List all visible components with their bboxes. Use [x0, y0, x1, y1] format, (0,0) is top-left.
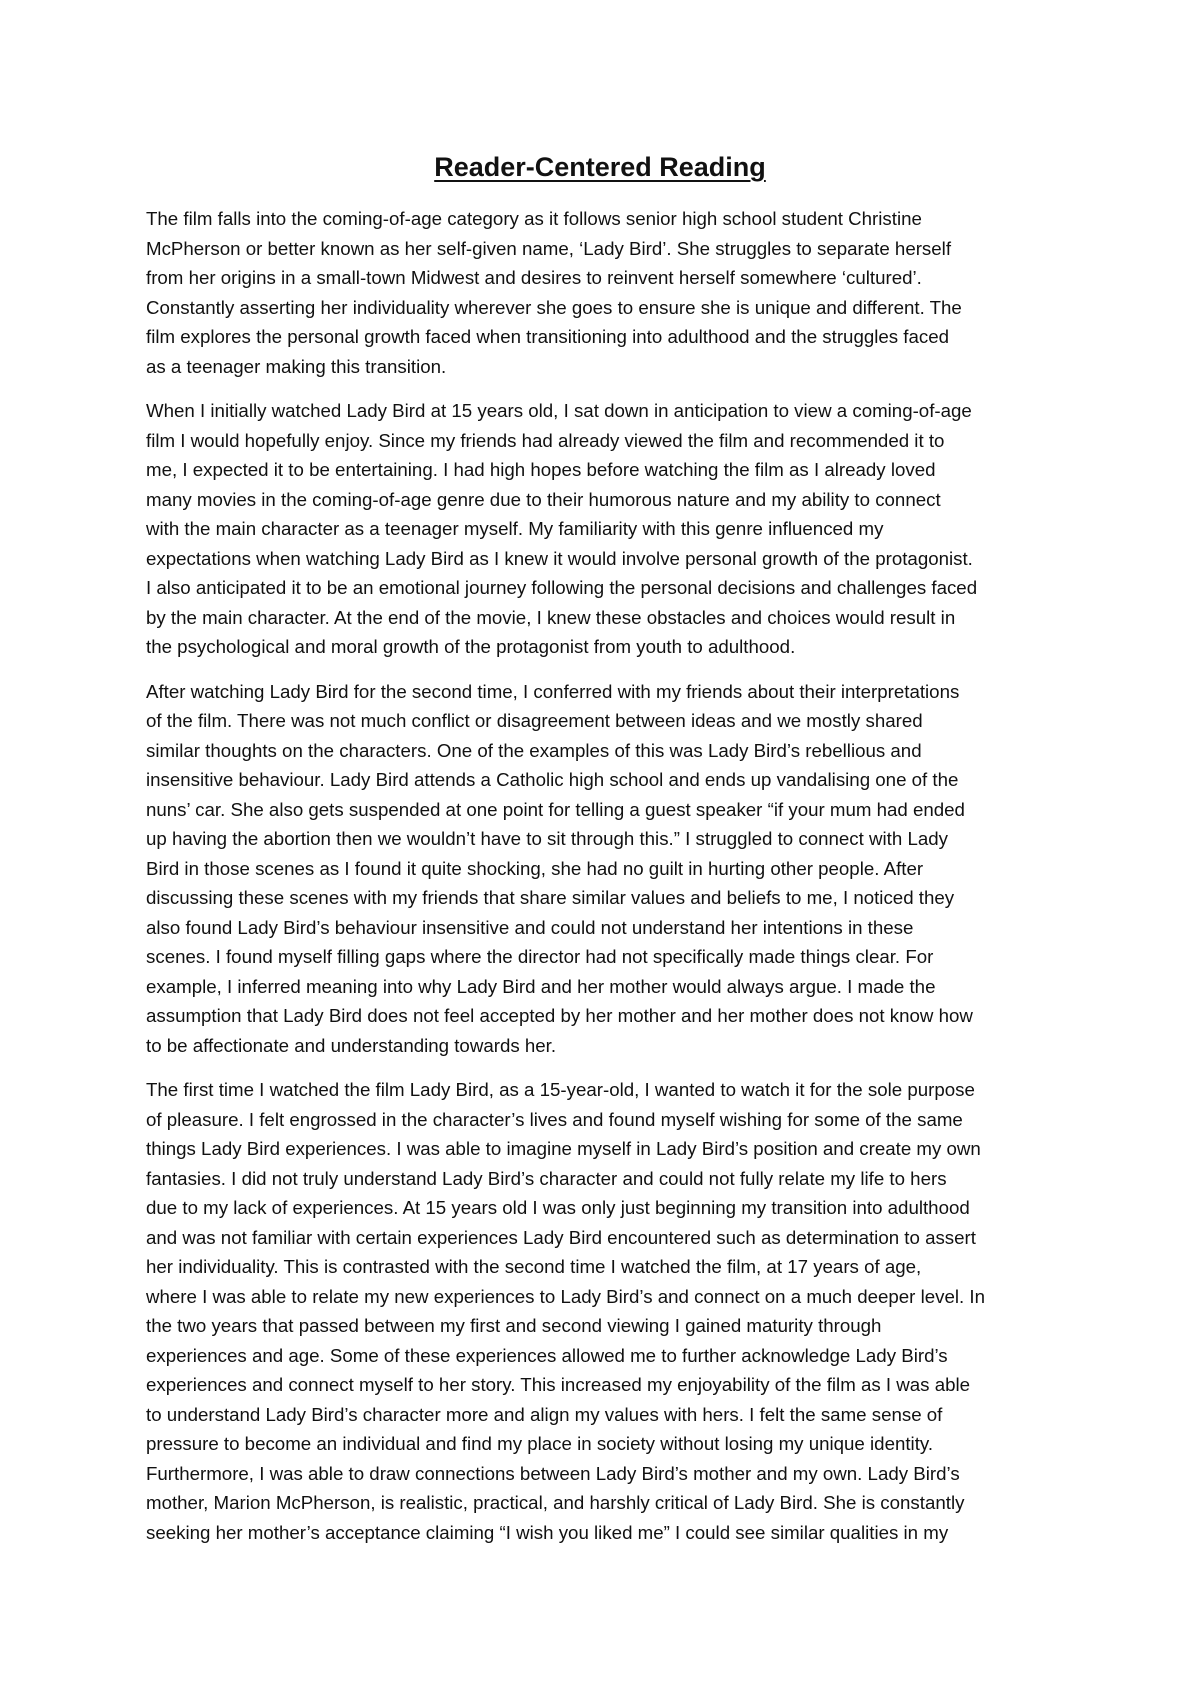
paragraph-line: experiences and age. Some of these experiences allowed me to further acknowledge Lady Bird’s: [146, 1344, 948, 1366]
paragraph-line: When I initially watched Lady Bird at 15 years old, I sat down in anticipation to view a coming-of-age: [146, 400, 972, 421]
paragraph-line: expectations when watching Lady Bird as I knew it would involve personal growth of the protagonist.: [146, 547, 973, 569]
paragraph-line: scenes. I found myself filling gaps where the director had not specifically made things clear. For: [146, 946, 934, 967]
paragraph-line: seeking her mother’s acceptance claiming “I wish you liked me” I could see similar qualities in my: [146, 1521, 949, 1543]
paragraph-line: nuns’ car. She also gets suspended at one point for telling a guest speaker “if your mum had ended: [146, 798, 965, 820]
paragraph: [146, 1075, 1066, 1547]
paragraph-line: up having the abortion then we wouldn’t have to sit through this.” I struggled to connect with Lady: [146, 828, 948, 849]
paragraph: [146, 396, 1066, 662]
paragraph-line: experiences and connect myself to her story. This increased my enjoyability of the film as I was able: [146, 1374, 971, 1395]
paragraph-line: by the main character. At the end of the movie, I knew these obstacles and choices would result in: [146, 606, 956, 628]
paragraph-line: with the main character as a teenager myself. My familiarity with this genre influenced my: [146, 518, 884, 539]
paragraph-line: pressure to become an individual and find my place in society without losing my unique identity.: [146, 1433, 934, 1454]
document-body: [146, 204, 1066, 1562]
paragraph-line: the two years that passed between my first and second viewing I gained maturity through: [146, 1315, 882, 1336]
paragraph-line: and was not familiar with certain experiences Lady Bird encountered such as determination to assert: [146, 1226, 976, 1248]
paragraph-line: Bird in those scenes as I found it quite shocking, she had no guilt in hurting other people. After: [146, 857, 924, 879]
paragraph-line: The first time I watched the film Lady Bird, as a 15-year-old, I wanted to watch it for the sole purpose: [146, 1079, 975, 1100]
paragraph-line: of pleasure. I felt engrossed in the character’s lives and found myself wishing for some of the same: [146, 1108, 963, 1130]
paragraph-line: from her origins in a small-town Midwest and desires to reinvent herself somewhere ‘cultured’.: [146, 267, 922, 288]
paragraph-line: McPherson or better known as her self-given name, ‘Lady Bird’. She struggles to separate herself: [146, 237, 952, 259]
paragraph-line: fantasies. I did not truly understand Lady Bird’s character and could not fully relate my life to hers: [146, 1167, 947, 1189]
paragraph-line: to be affectionate and understanding towards her.: [146, 1034, 557, 1056]
paragraph-line: After watching Lady Bird for the second time, I conferred with my friends about their interpretations: [146, 680, 960, 702]
paragraph-line: where I was able to relate my new experiences to Lady Bird’s and connect on a much deeper level. In: [146, 1285, 985, 1307]
paragraph-line: insensitive behaviour. Lady Bird attends a Catholic high school and ends up vandalising one of the: [146, 769, 959, 790]
paragraph-line: the psychological and moral growth of the protagonist from youth to adulthood.: [146, 636, 796, 657]
paragraph-line: of the film. There was not much conflict or disagreement between ideas and we mostly shared: [146, 710, 923, 731]
paragraph-line: her individuality. This is contrasted with the second time I watched the film, at 17 years of age,: [146, 1256, 922, 1277]
paragraph-line: to understand Lady Bird’s character more and align my values with hers. I felt the same sense of: [146, 1403, 943, 1425]
paragraph-line: me, I expected it to be entertaining. I had high hopes before watching the film as I already loved: [146, 459, 936, 480]
paragraph-line: Constantly asserting her individuality wherever she goes to ensure she is unique and different. The: [146, 296, 962, 318]
paragraph-line: Furthermore, I was able to draw connections between Lady Bird’s mother and my own. Lady Bird’s: [146, 1462, 960, 1484]
paragraph-line: things Lady Bird experiences. I was able to imagine myself in Lady Bird’s position and create my own: [146, 1138, 981, 1159]
paragraph-line: many movies in the coming-of-age genre due to their humorous nature and my ability to connect: [146, 488, 941, 510]
paragraph-line: example, I inferred meaning into why Lady Bird and her mother would always argue. I made the: [146, 975, 936, 997]
paragraph-line: mother, Marion McPherson, is realistic, practical, and harshly critical of Lady Bird. She is constantly: [146, 1492, 965, 1513]
page-title: Reader-Centered Reading: [434, 152, 766, 182]
paragraph-line: as a teenager making this transition.: [146, 355, 447, 377]
paragraph-line: film I would hopefully enjoy. Since my friends had already viewed the film and recommended it to: [146, 429, 945, 451]
paragraph-line: assumption that Lady Bird does not feel accepted by her mother and her mother does not know how: [146, 1005, 973, 1026]
paragraph-line: also found Lady Bird’s behaviour insensitive and could not understand her intentions in these: [146, 916, 914, 938]
paragraph-line: film explores the personal growth faced when transitioning into adulthood and the struggles faced: [146, 326, 950, 347]
paragraph-line: due to my lack of experiences. At 15 years old I was only just beginning my transition into adulthood: [146, 1197, 970, 1218]
paragraph-line: similar thoughts on the characters. One of the examples of this was Lady Bird’s rebellious and: [146, 739, 922, 761]
paragraph: [146, 204, 1066, 381]
paragraph-line: The film falls into the coming-of-age category as it follows senior high school student Christine: [146, 208, 922, 229]
paragraph-line: discussing these scenes with my friends that share similar values and beliefs to me, I noticed they: [146, 887, 955, 908]
paragraph: [146, 677, 1066, 1061]
paragraph-line: I also anticipated it to be an emotional journey following the personal decisions and challenges faced: [146, 577, 978, 598]
